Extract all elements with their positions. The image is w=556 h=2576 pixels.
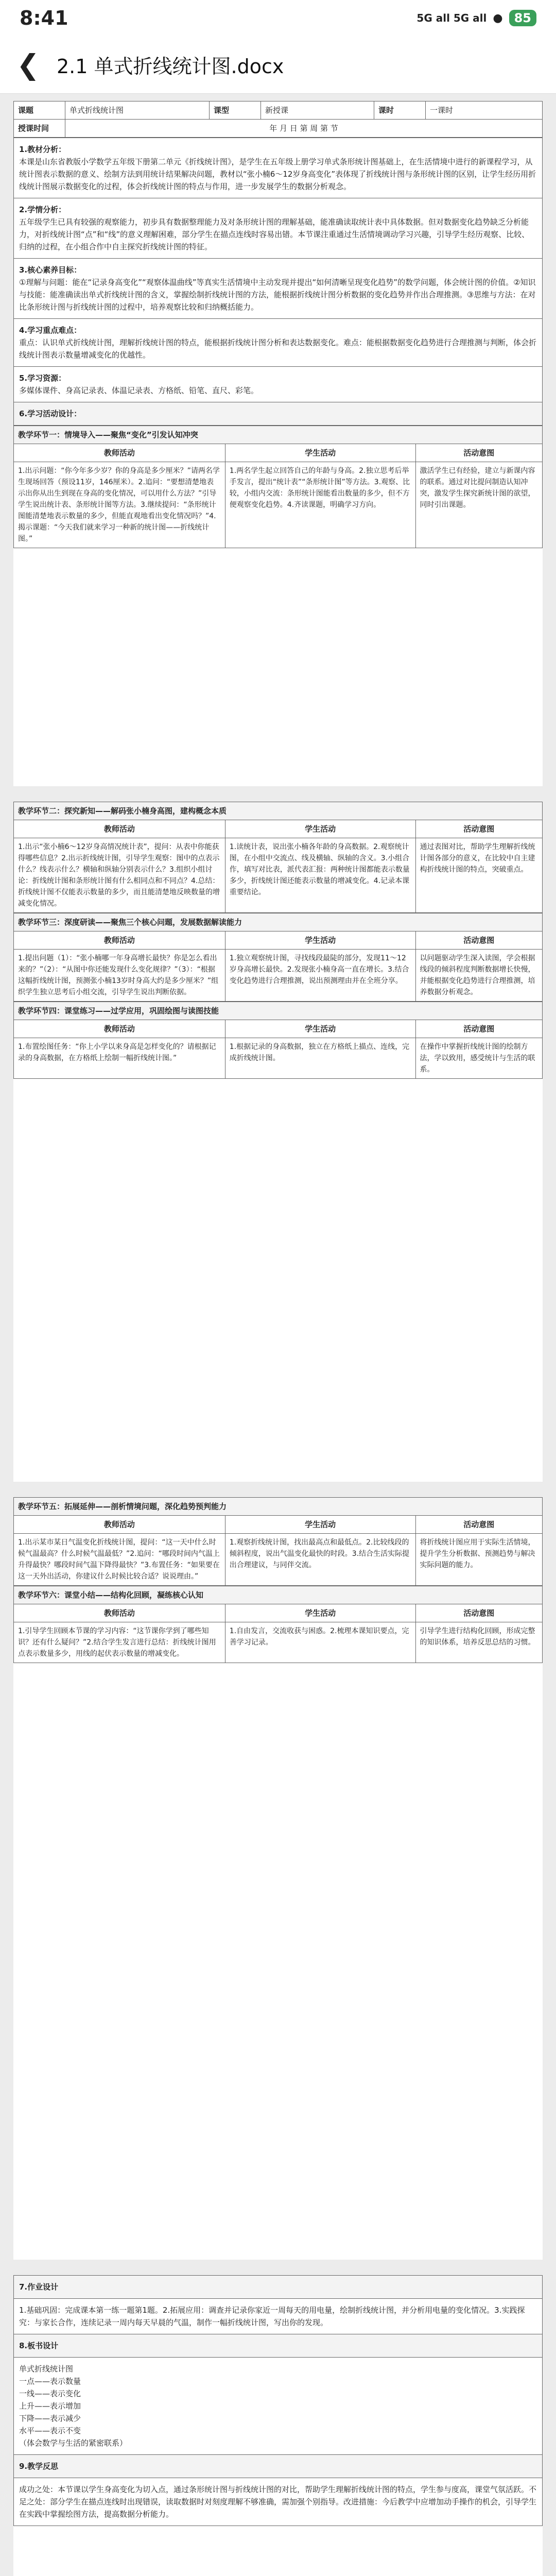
type-value: 新授课 (261, 101, 374, 120)
section-reflection: 成功之处：本节课以学生身高变化为切入点，通过条形统计图与折线统计图的对比，帮助学生理解折线统计图的特点，学生参与度高，课堂气氛活跃。不足之处：部分学生在描点连线时出现错误，读取数据时对刻度理解不够准确，需加强个别指导。改进措施：今后教学中应增加动手操作的机会，引导学生在实践中掌握绘图方法，提高数据分析能力。 (14, 2478, 543, 2526)
s2-title: 2.学情分析： (19, 205, 66, 214)
activity-6-col3: 活动意图 (415, 1604, 542, 1622)
type-label: 课型 (210, 101, 261, 120)
activity-3-col3: 活动意图 (415, 931, 542, 950)
activity-2-title: 教学环节二：探究新知——解码张小楠身高图，建构概念本质 (14, 802, 543, 820)
activity-5-col1: 教师活动 (14, 1516, 225, 1534)
lesson-header-table (13, 101, 543, 138)
page-4 (13, 2275, 543, 2576)
status-icons (416, 10, 536, 26)
activity-1-teacher: 1.出示问题：“你今年多少岁？你的身高是多少厘米？”请两名学生现场回答（预设11岁，146厘米）。2.追问：“要想清楚地表示出你从出生到现在身高的变化情况，可以用什么方法？”引导学生说出统计表、条形统计图等方法。3.继续提问：“条形统计图能清楚地表示数量的多少，但能直观地看出变化情况吗？”4.揭示课题：“今天我们就来学习一种新的统计图——折线统计图。” (14, 462, 225, 548)
activity-5-col2: 学生活动 (225, 1516, 415, 1534)
keti-value: 单式折线统计图 (65, 101, 210, 120)
activity-1-col1: 教师活动 (14, 444, 225, 462)
activity-table-4 (13, 1002, 543, 1079)
activity-5-title: 教学环节五：拓展延伸——剖析情境问题，深化趋势预判能力 (14, 1498, 543, 1516)
s4-title: 4.学习重点难点： (19, 326, 82, 335)
s5-text: 多媒体课件、身高记录表、体温记录表、方格纸、铅笔、直尺、彩笔。 (19, 386, 259, 395)
board-line: 一点——表示数量 (19, 2377, 81, 2386)
page-3 (13, 1497, 543, 2260)
section-board (14, 2358, 543, 2455)
activity-5-col3: 活动意图 (415, 1516, 542, 1534)
section-resources (14, 367, 543, 402)
activity-6-col1: 教师活动 (14, 1604, 225, 1622)
activity-3-teacher: 1.提出问题（1）：“张小楠哪一年身高增长最快？你是怎么看出来的？”（2）：“从图中你还能发现什么变化规律？”（3）：“根据这幅折线统计图，预测张小楠13岁时身高大约是多少厘米？”组织学生独立思考后小组交流，引导学生说出判断依据。 (14, 950, 225, 1002)
activity-2-teacher: 1.出示“张小楠6～12岁身高情况统计表”，提问：从表中你能获得哪些信息？2.出示折线统计图，引导学生观察：图中的点表示什么？线表示什么？横轴和纵轴分别表示什么？3.组织小组讨论：折线统计图和条形统计图有什么相同点和不同点？4.总结：折线统计图不仅能表示数量的多少，而且能清楚地反映数量的增减变化情况。 (14, 838, 225, 913)
section-students (14, 198, 543, 259)
activity-1-student: 1.两名学生起立回答自己的年龄与身高。2.独立思考后举手发言，提出“统计表”“条形统计图”等方法。3.观察、比较，小组内交流：条形统计图能看出数量的多少，但不方便观察变化趋势。4.齐读课题，明确学习方向。 (225, 462, 415, 548)
board-line: 单式折线统计图 (19, 2364, 74, 2374)
activity-4-col3: 活动意图 (415, 1020, 542, 1038)
status-time: 8:41 (20, 7, 68, 29)
s1-title: 1.教材分析： (19, 145, 66, 154)
activity-table-6 (13, 1586, 543, 1663)
activity-4-col2: 学生活动 (225, 1020, 415, 1038)
s5-title: 5.学习资源： (19, 374, 66, 383)
document-title: 2.1 单式折线统计图.docx (57, 55, 284, 78)
activity-6-student: 1.自由发言，交流收获与困惑。2.梳理本课知识要点，完善学习记录。 (225, 1622, 415, 1663)
activity-1-col2: 学生活动 (225, 444, 415, 462)
activity-1-col3: 活动意图 (415, 444, 542, 462)
board-line: 上升——表示增加 (19, 2401, 81, 2411)
section-activities: 6.学习活动设计： (14, 402, 543, 426)
closing-table (13, 2275, 543, 2526)
title-bar (0, 36, 556, 94)
s2-text: 五年级学生已具有较强的观察能力，初步具有数据整理能力及对条形统计图的理解基础，能准确读取统计表中具体数据。但对数据变化趋势缺乏分析能力，对折线统计图“点”和“线”的意义理解困难，部分学生在描点连线时容易出错。本节课注重通过生活情境调动学习兴趣，引导学生经历观察、比较、归纳的过程，在小组合作中自主探究折线统计图的特征。 (19, 217, 530, 251)
section-reflection-title: 9.教学反思 (14, 2455, 543, 2478)
board-line: 一线——表示变化 (19, 2389, 81, 2398)
section-textbook (14, 138, 543, 198)
activity-5-teacher: 1.出示某市某日气温变化折线统计图，提问：“这一天中什么时候气温最高？什么时候气温最低？”2.追问：“哪段时间内气温上升得最快？哪段时间气温下降得最快？”3.布置任务：“如果要在这一天外出活动，你建议什么时候比较合适？说说理由。” (14, 1534, 225, 1586)
activity-3-intent: 以问题驱动学生深入读图，学会根据线段的倾斜程度判断数据增长快慢，并能根据变化趋势进行合理推测，培养数据分析观念。 (415, 950, 542, 1002)
activity-table-5 (13, 1497, 543, 1586)
board-line: （体会数学与生活的紧密联系） (19, 2438, 128, 2448)
board-line: 水平——表示不变 (19, 2426, 81, 2435)
s3-text: ①理解与问题：能在“记录身高变化”“观察体温曲线”等真实生活情境中主动发现并提出“如何清晰呈现变化趋势”的数学问题，体会统计图的价值。②知识与技能：能准确读出单式折线统计图的含义，掌握绘制折线统计图的方法，能根据折线统计图分析数据的变化趋势并作出合理推测。③思维与方法：在对比条形统计图与折线统计图的过程中，培养观察比较和归纳概括能力。 (19, 278, 536, 312)
activity-table-1 (13, 426, 543, 548)
page-1 (13, 101, 543, 786)
activity-table-3 (13, 913, 543, 1002)
activity-3-col1: 教师活动 (14, 931, 225, 950)
status-bar (0, 0, 556, 36)
activity-4-intent: 在操作中掌握折线统计图的绘制方法，学以致用，感受统计与生活的联系。 (415, 1038, 542, 1079)
time-label: 授课时间 (14, 120, 65, 138)
back-arrow-icon[interactable]: ❮ (16, 48, 40, 81)
activity-2-student: 1.读统计表，说出张小楠各年龄的身高数据。2.观察统计图，在小组中交流点、线及横轴、纵轴的含义。3.小组合作，填写对比表，派代表汇报：两种统计图都能表示数量多少，折线统计图还能表示数量的增减变化。4.记录本课重要结论。 (225, 838, 415, 913)
activity-4-teacher: 1.布置绘图任务：“你上小学以来身高是怎样变化的？请根据记录的身高数据，在方格纸上绘制一幅折线统计图。” (14, 1038, 225, 1079)
wifi-icon: ● (493, 11, 503, 25)
activity-3-col2: 学生活动 (225, 931, 415, 950)
activity-6-title: 教学环节六：课堂小结——结构化回顾，凝练核心认知 (14, 1586, 543, 1604)
battery-icon: 85 (509, 10, 536, 26)
section-board-title: 8.板书设计 (14, 2334, 543, 2358)
section-homework: 1.基础巩固：完成课本第一练一题第1题。2.拓展应用：调查并记录你家近一周每天的用电量，绘制折线统计图，并分析用电量的变化情况。3.实践探究：与家长合作，连续记录一周内每天早晨的气温，制作一幅折线统计图，写出你的发现。 (14, 2299, 543, 2334)
activity-1-intent: 激活学生已有经验，建立与新课内容的联系。通过对比提问制造认知冲突，激发学生探究新统计图的欲望，同时引出课题。 (415, 462, 542, 548)
time-value: 年 月 日 第 周 第 节 (65, 120, 543, 138)
activity-5-student: 1.观察折线统计图，找出最高点和最低点。2.比较线段的倾斜程度，说出气温变化最快的时段。3.结合生活实际提出合理建议，与同伴交流。 (225, 1534, 415, 1586)
activity-table-2 (13, 802, 543, 913)
signal-icon: 5G all 5G all (416, 12, 487, 24)
activity-5-intent: 将折线统计图应用于实际生活情境，提升学生分析数据、预测趋势与解决实际问题的能力。 (415, 1534, 542, 1586)
activity-6-intent: 引导学生进行结构化回顾，形成完整的知识体系，培养反思总结的习惯。 (415, 1622, 542, 1663)
activity-2-col1: 教师活动 (14, 820, 225, 838)
activity-2-col2: 学生活动 (225, 820, 415, 838)
activity-1-title: 教学环节一：情境导入——聚焦“变化”引发认知冲突 (14, 426, 543, 444)
activity-4-title: 教学环节四：课堂练习——过学应用，巩固绘图与读图技能 (14, 1002, 543, 1020)
activity-4-col1: 教师活动 (14, 1020, 225, 1038)
section-goals (14, 259, 543, 319)
activity-4-student: 1.根据记录的身高数据，独立在方格纸上描点、连线，完成折线统计图。 (225, 1038, 415, 1079)
s3-title: 3.核心素养目标： (19, 265, 82, 275)
hours-label: 课时 (374, 101, 426, 120)
board-line: 下降——表示减少 (19, 2414, 81, 2423)
hours-value: 一课时 (426, 101, 543, 120)
activity-6-col2: 学生活动 (225, 1604, 415, 1622)
s4-text: 重点：认识单式折线统计图，理解折线统计图的特点，能根据折线统计图分析和表达数据变化。难点：能根据数据变化趋势进行合理推测与判断，体会折线统计图表示数量增减变化的优越性。 (19, 338, 537, 360)
section-homework-title: 7.作业设计 (14, 2276, 543, 2299)
keti-label: 课题 (14, 101, 65, 120)
activity-3-student: 1.独立观察统计图，寻找线段最陡的部分，发现11～12岁身高增长最快。2.发现张小楠身高一直在增长。3.结合变化趋势进行合理推测，说出预测理由并在全班分享。 (225, 950, 415, 1002)
analysis-table (13, 138, 543, 426)
s1-text: 本课是山东省教版小学数学五年级下册第二单元《折线统计图》，是学生在五年级上册学习单式条形统计图基础上，在生活情境中进行的新课程学习，从统计图表示数据的意义、绘制方法到用统计结果解决问题，教材以“张小楠6～12岁身高变化”表体现了折线统计图与条形统计图的区别，让学生经历用折线统计图展示数据变化的过程，体会折线统计图的特点与作用，进一步发展学生的数据分析观念。 (19, 157, 536, 191)
activity-2-intent: 通过表图对比，帮助学生理解折线统计图各部分的意义，在比较中自主建构折线统计图的特点，突破重点。 (415, 838, 542, 913)
activity-2-col3: 活动意图 (415, 820, 542, 838)
page-2 (13, 802, 543, 1482)
activity-6-teacher: 1.引导学生回顾本节课的学习内容：“这节课你学到了哪些知识？还有什么疑问？”2.结合学生发言进行总结：折线统计图用点表示数量多少，用线的起伏表示数量的增减变化。 (14, 1622, 225, 1663)
section-key-points (14, 319, 543, 367)
activity-3-title: 教学环节三：深度研读——聚焦三个核心问题，发展数据解读能力 (14, 913, 543, 931)
